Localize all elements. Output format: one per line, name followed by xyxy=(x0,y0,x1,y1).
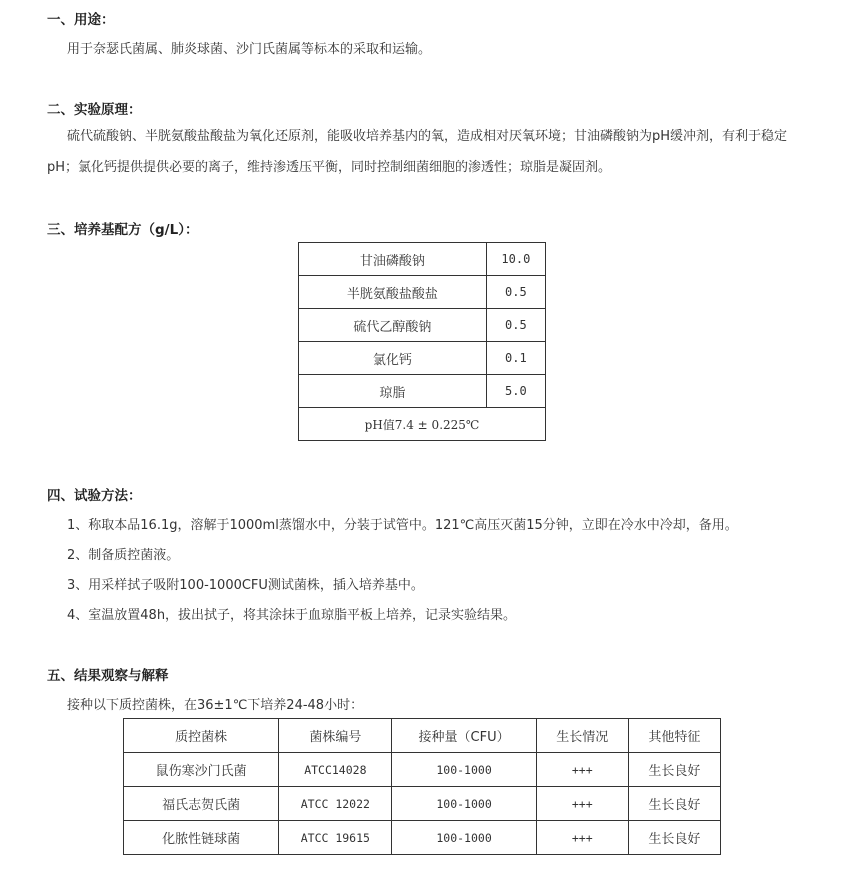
formula-row xyxy=(299,243,546,276)
formula-row xyxy=(299,342,546,375)
other-characteristic: 生长良好 xyxy=(628,753,720,787)
formula-ph-row xyxy=(299,408,546,441)
usage-text: 用于奈瑟氏菌属、肺炎球菌、沙门氏菌属等标本的采取和运输。 xyxy=(67,42,432,57)
results-header-row xyxy=(124,719,721,753)
ingredient-amount: 0.1 xyxy=(486,342,545,375)
strain-name: 鼠伤寒沙门氏菌 xyxy=(124,753,279,787)
formula-row xyxy=(299,276,546,309)
section-heading-method: 四、试验方法： xyxy=(47,488,142,504)
ingredient-name: 半胱氨酸盐酸盐 xyxy=(299,276,487,309)
table-row xyxy=(124,821,721,855)
strain-id: ATCC 19615 xyxy=(279,821,392,855)
column-header: 质控菌株 xyxy=(124,719,279,753)
growth-result: +++ xyxy=(536,787,628,821)
method-step: 1、称取本品16.1g，溶解于1000ml蒸馏水中，分装于试管中。121℃高压灭菌15分钟，立即在冷水中冷却，备用。 xyxy=(67,518,738,533)
growth-result: +++ xyxy=(536,753,628,787)
section-heading-usage: 一、用途： xyxy=(47,12,115,28)
ingredient-name: 硫代乙醇酸钠 xyxy=(299,309,487,342)
section-heading-principle: 二、实验原理： xyxy=(47,102,142,118)
ingredient-amount: 0.5 xyxy=(486,276,545,309)
ingredient-amount: 10.0 xyxy=(486,243,545,276)
strain-name: 福氏志贺氏菌 xyxy=(124,787,279,821)
strain-id: ATCC 12022 xyxy=(279,787,392,821)
ph-value: pH值7.4 ± 0.225℃ xyxy=(299,408,546,441)
other-characteristic: 生长良好 xyxy=(628,787,720,821)
method-step: 3、用采样拭子吸附100-1000CFU测试菌株，插入培养基中。 xyxy=(67,578,424,593)
strain-id: ATCC14028 xyxy=(279,753,392,787)
section-heading-results: 五、结果观察与解释 xyxy=(47,668,169,684)
other-characteristic: 生长良好 xyxy=(628,821,720,855)
table-row xyxy=(124,753,721,787)
ingredient-amount: 5.0 xyxy=(486,375,545,408)
formula-row xyxy=(299,375,546,408)
ingredient-name: 甘油磷酸钠 xyxy=(299,243,487,276)
principle-text: 硫代硫酸钠、半胱氨酸盐酸盐为氧化还原剂，能吸收培养基内的氧，造成相对厌氧环境；甘油磷酸钠为pH缓冲剂，有利于稳定pH；氯化钙提供提供必要的离子，维持渗透压平衡，同时控制细菌细胞的渗透性；琼脂是凝固剂。 xyxy=(47,129,788,175)
ingredient-amount: 0.5 xyxy=(486,309,545,342)
strain-name: 化脓性链球菌 xyxy=(124,821,279,855)
section-heading-formula: 三、培养基配方（g/L）： xyxy=(47,222,199,238)
table-row xyxy=(124,787,721,821)
inoculum-amount: 100-1000 xyxy=(392,821,536,855)
column-header: 菌株编号 xyxy=(279,719,392,753)
inoculum-amount: 100-1000 xyxy=(392,753,536,787)
method-step: 2、制备质控菌液。 xyxy=(67,548,180,563)
column-header: 生长情况 xyxy=(536,719,628,753)
results-intro: 接种以下质控菌株，在36±1℃下培养24-48小时： xyxy=(67,698,364,713)
column-header: 其他特征 xyxy=(628,719,720,753)
inoculum-amount: 100-1000 xyxy=(392,787,536,821)
growth-result: +++ xyxy=(536,821,628,855)
results-table xyxy=(123,718,721,855)
formula-row xyxy=(299,309,546,342)
ingredient-name: 氯化钙 xyxy=(299,342,487,375)
ingredient-name: 琼脂 xyxy=(299,375,487,408)
method-step: 4、室温放置48h，拔出拭子，将其涂抹于血琼脂平板上培养，记录实验结果。 xyxy=(67,608,517,623)
formula-table xyxy=(298,242,546,441)
column-header: 接种量（CFU） xyxy=(392,719,536,753)
